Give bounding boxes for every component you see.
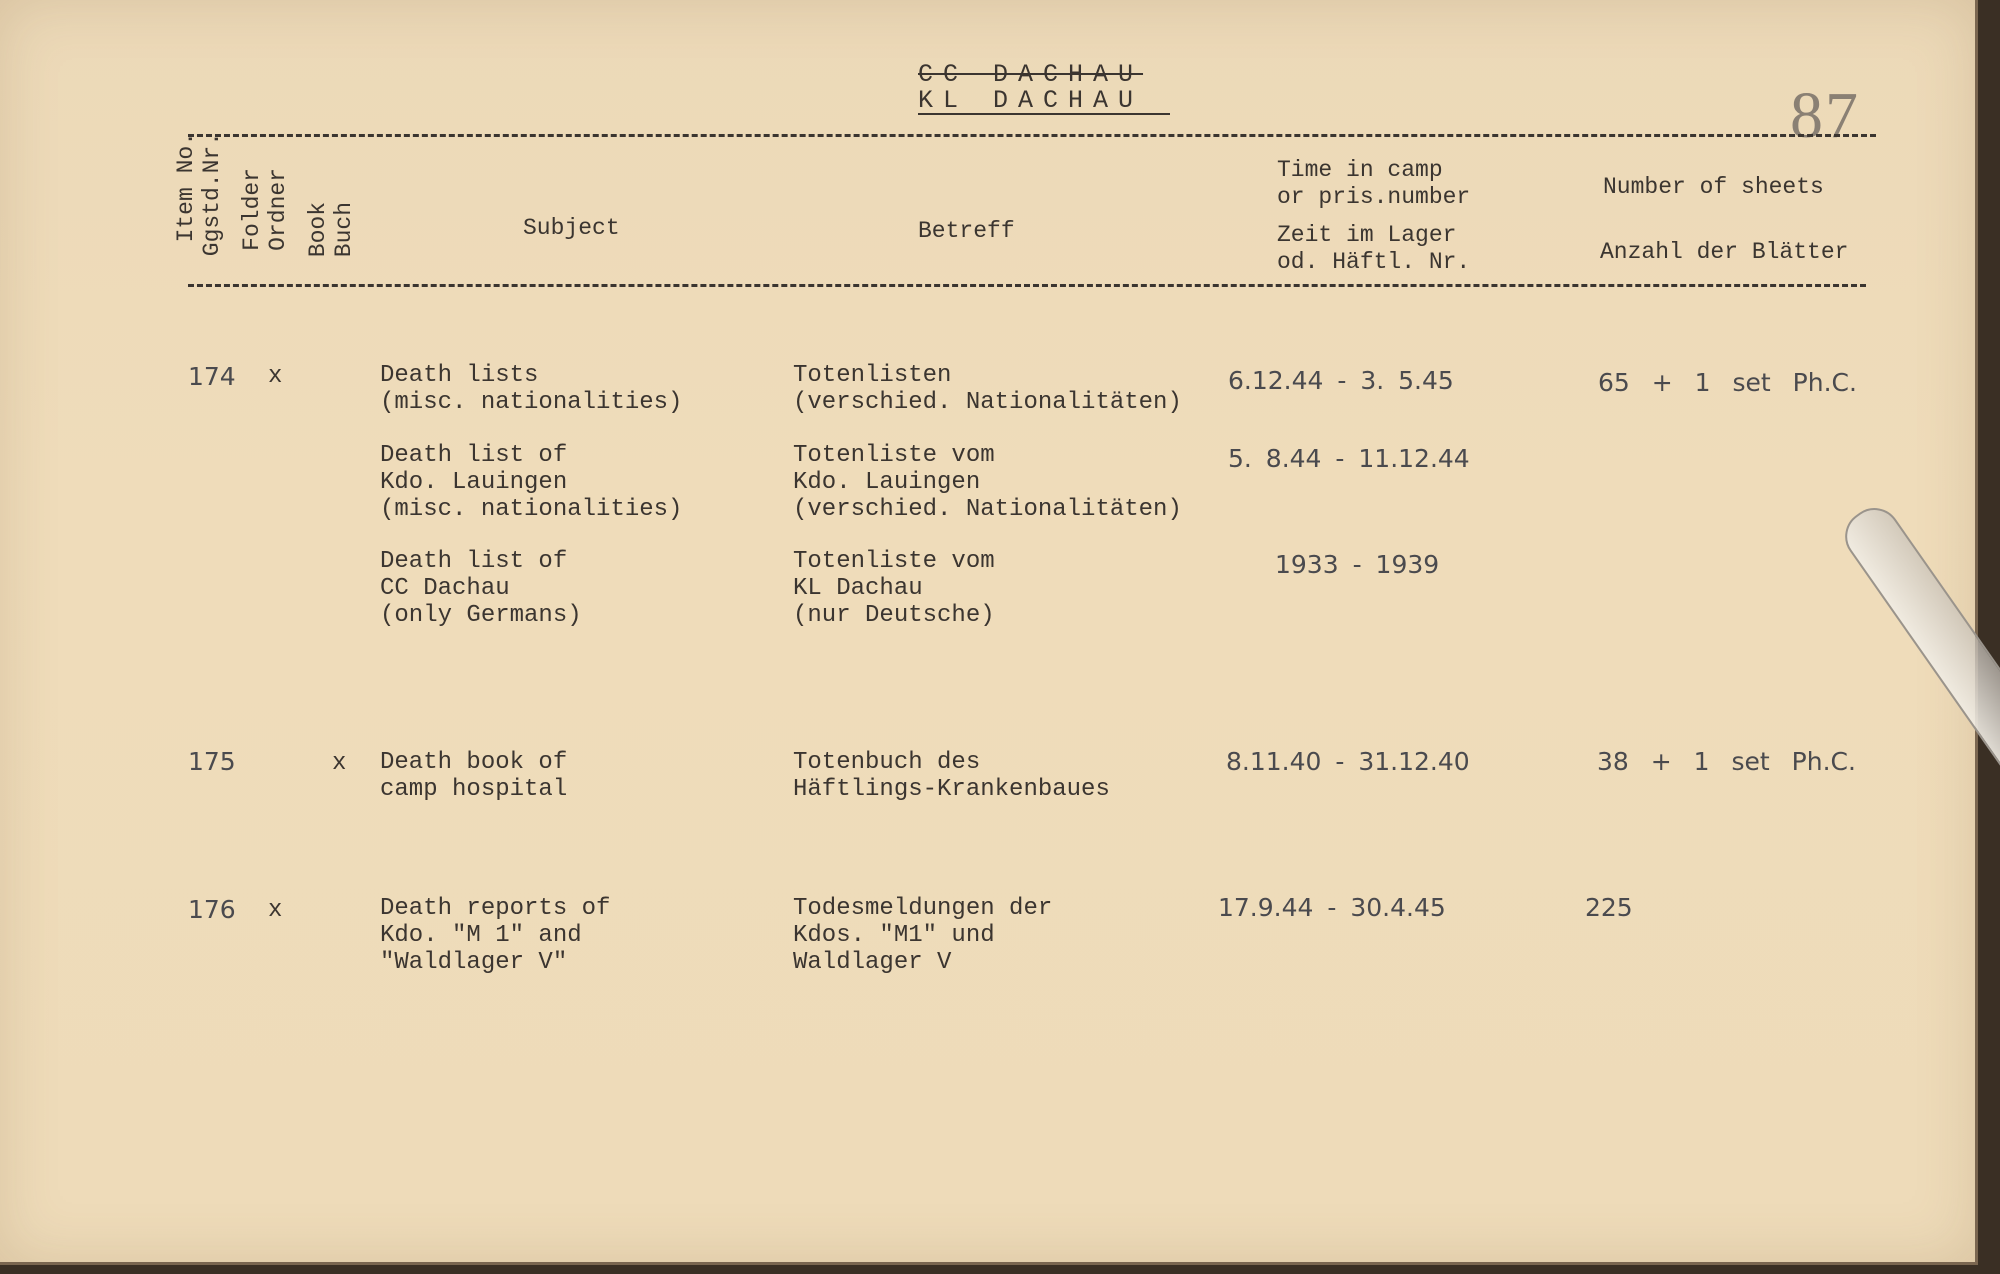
title-underline <box>918 113 1170 115</box>
row-176-subject-1: Death reports of <box>380 895 611 922</box>
row-176-subject-2: Kdo. "M 1" and <box>380 922 582 949</box>
col-folder-de: Ordner <box>265 168 291 251</box>
col-folder-en: Folder <box>239 168 265 251</box>
col-book-de: Buch <box>331 202 357 258</box>
row-174-betreff-1: Totenlisten <box>793 362 952 389</box>
row-174-subject-2: (misc. nationalities) <box>380 389 683 416</box>
row-175-subject-1: Death book of <box>380 749 568 776</box>
row-lauingen-time: 5. 8.44 - 11.12.44 <box>1228 444 1470 473</box>
plastic-clip <box>1835 498 2000 779</box>
row-176-time: 17.9.44 - 30.4.45 <box>1218 893 1446 922</box>
row-174-subject-1: Death lists <box>380 362 539 389</box>
row-175-betreff-2: Häftlings-Krankenbaues <box>793 776 1110 803</box>
row-lauingen-subject-3: (misc. nationalities) <box>380 496 683 523</box>
col-book-en: Book <box>305 202 331 258</box>
col-time-en-2: or pris.number <box>1277 184 1471 210</box>
row-lauingen-betreff-1: Totenliste vom <box>793 442 995 469</box>
row-174-sheets: 65 + 1 set Ph.C. <box>1598 368 1857 397</box>
col-item-no-de: Ggstd.Nr. <box>199 132 225 257</box>
row-174-time: 6.12.44 - 3. 5.45 <box>1228 366 1454 395</box>
row-176-subject-3: "Waldlager V" <box>380 949 568 976</box>
row-176-betreff-1: Todesmeldungen der <box>793 895 1053 922</box>
row-175-sheets: 38 + 1 set Ph.C. <box>1597 747 1856 776</box>
row-175-betreff-1: Totenbuch des <box>793 749 981 776</box>
row-germans-betreff-3: (nur Deutsche) <box>793 602 995 629</box>
col-subject: Subject <box>523 215 620 241</box>
row-174-folder-mark: x <box>268 363 283 390</box>
row-175-book-mark: x <box>332 750 347 777</box>
row-germans-subject-3: (only Germans) <box>380 602 582 629</box>
row-germans-time: 1933 - 1939 <box>1275 550 1440 579</box>
row-lauingen-betreff-2: Kdo. Lauingen <box>793 469 981 496</box>
row-176-sheets: 225 <box>1585 893 1633 922</box>
row-germans-subject-2: CC Dachau <box>380 575 510 602</box>
col-time-de-1: Zeit im Lager <box>1277 222 1457 248</box>
row-lauingen-subject-2: Kdo. Lauingen <box>380 469 568 496</box>
col-betreff: Betreff <box>918 218 1015 244</box>
row-germans-subject-1: Death list of <box>380 548 568 575</box>
col-item-no-en: Item No. <box>173 132 199 243</box>
row-germans-betreff-1: Totenliste vom <box>793 548 995 575</box>
col-sheets-en: Number of sheets <box>1603 174 1824 200</box>
row-174-betreff-2: (verschied. Nationalitäten) <box>793 389 1182 416</box>
col-time-en-1: Time in camp <box>1277 157 1443 183</box>
row-176-item: 176 <box>188 895 236 924</box>
row-lauingen-subject-1: Death list of <box>380 442 568 469</box>
row-176-betreff-3: Waldlager V <box>793 949 952 976</box>
row-175-item: 175 <box>188 747 236 776</box>
row-germans-betreff-2: KL Dachau <box>793 575 923 602</box>
col-sheets-de: Anzahl der Blätter <box>1600 239 1849 265</box>
header-bottom-rule <box>188 284 1866 287</box>
row-176-folder-mark: x <box>268 897 283 924</box>
row-175-subject-2: camp hospital <box>380 776 568 803</box>
col-time-de-2: od. Häftl. Nr. <box>1277 249 1471 275</box>
row-174-item: 174 <box>188 362 236 391</box>
page-number: 87 <box>1790 79 1860 152</box>
row-175-time: 8.11.40 - 31.12.40 <box>1226 747 1470 776</box>
header-top-rule <box>188 134 1876 137</box>
row-lauingen-betreff-3: (verschied. Nationalitäten) <box>793 496 1182 523</box>
title-old: CC DACHAU <box>918 60 1144 89</box>
title-new: KL DACHAU <box>918 86 1144 115</box>
row-176-betreff-2: Kdos. "M1" und <box>793 922 995 949</box>
